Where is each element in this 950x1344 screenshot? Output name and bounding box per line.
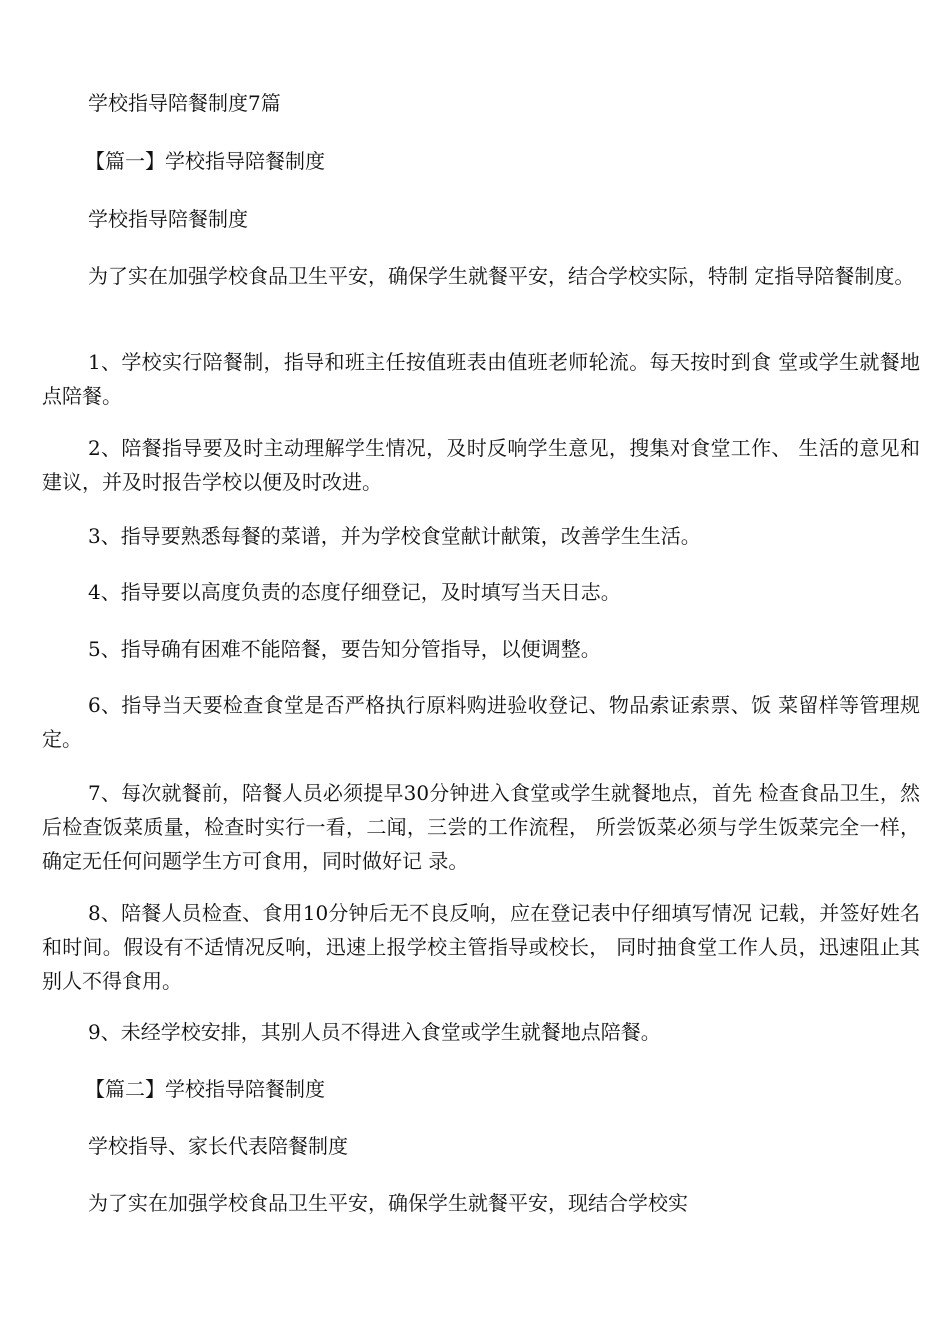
section-1-heading: 【篇一】学校指导陪餐制度 <box>85 149 325 173</box>
section-1-item-2: 2、陪餐指导要及时主动理解学生情况，及时反响学生意见，搜集对食堂工作、 生活的意见和建议，并及时报告学校以便及时改进。 <box>42 436 920 494</box>
section-2-intro: 为了实在加强学校食品卫生平安，确保学生就餐平安，现结合学校实 <box>88 1191 688 1215</box>
section-2-subtitle: 学校指导、家长代表陪餐制度 <box>88 1134 348 1158</box>
section-1-subtitle: 学校指导陪餐制度 <box>88 207 248 231</box>
section-1-item-9: 9、未经学校安排，其别人员不得进入食堂或学生就餐地点陪餐。 <box>88 1020 661 1044</box>
section-1-item-4: 4、指导要以高度负责的态度仔细登记，及时填写当天日志。 <box>88 580 621 604</box>
section-1-item-8: 8、陪餐人员检查、食用10分钟后无不良反响，应在登记表中仔细填写情况 记载，并签好姓名和时间。假设有不适情况反响，迅速上报学校主管指导或校长， 同时抽食堂工作人员，迅速阻止其别人不得食用。 <box>42 901 920 993</box>
section-1-item-3: 3、指导要熟悉每餐的菜谱，并为学校食堂献计献策，改善学生生活。 <box>88 524 701 548</box>
section-2-heading: 【篇二】学校指导陪餐制度 <box>85 1077 325 1101</box>
section-1-item-5: 5、指导确有困难不能陪餐，要告知分管指导，以便调整。 <box>88 637 601 661</box>
document-title: 学校指导陪餐制度7篇 <box>88 91 281 115</box>
section-1-item-7: 7、每次就餐前，陪餐人员必须提早30分钟进入食堂或学生就餐地点，首先 检查食品卫生，然后检查饭菜质量，检查时实行一看，二闻，三尝的工作流程， 所尝饭菜必须与学生饭菜完全一样，确定无任何问题学生方可食用，同时做好记 录。 <box>42 781 920 873</box>
section-1-item-6: 6、指导当天要检查食堂是否严格执行原料购进验收登记、物品索证索票、饭 菜留样等管理规定。 <box>42 693 920 751</box>
section-1-intro: 为了实在加强学校食品卫生平安，确保学生就餐平安，结合学校实际，特制 定指导陪餐制度。 <box>88 264 915 288</box>
section-1-item-1: 1、学校实行陪餐制，指导和班主任按值班表由值班老师轮流。每天按时到食 堂或学生就餐地点陪餐。 <box>42 350 920 408</box>
